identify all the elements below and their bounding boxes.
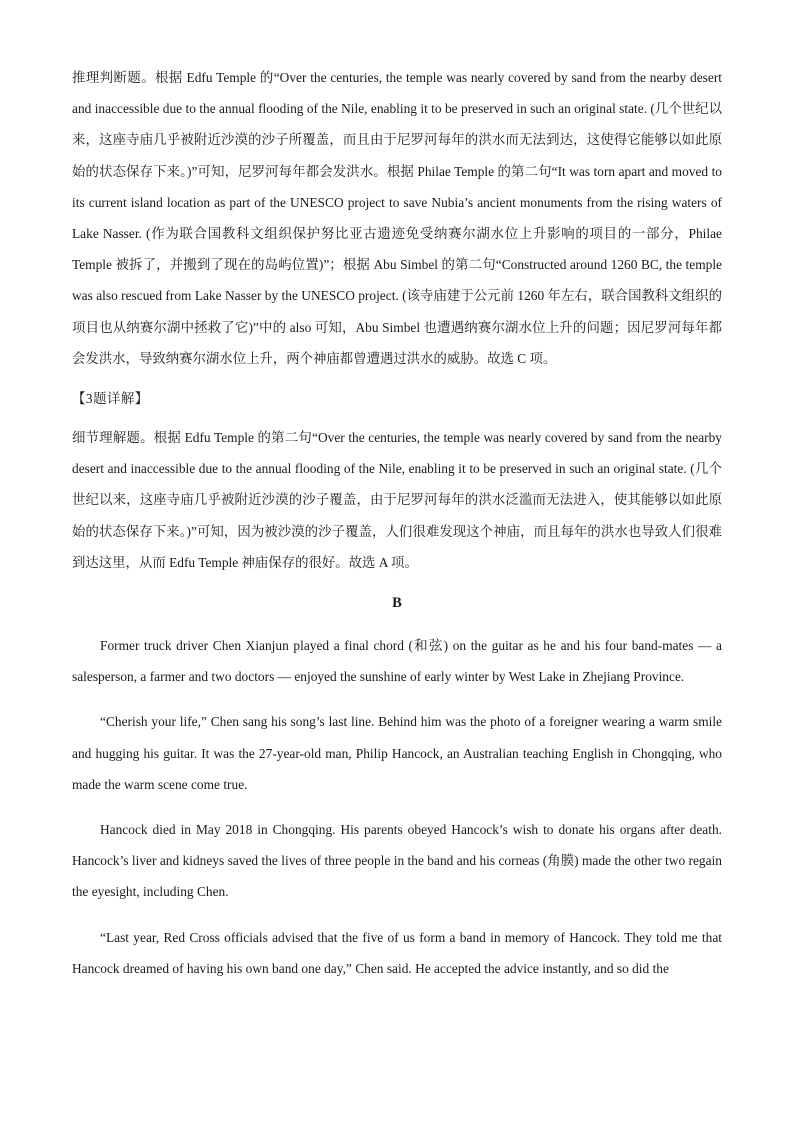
question-3-analysis: 细节理解题。根据 Edfu Temple 的第二句“Over the centuries, the temple was nearly covered by sand from the nearby desert and inaccessible due to the annual flooding of the Nile, enabling it to be preserved in such an original state. (几个世纪以来，这座寺庙几乎被附近沙漠的沙子覆盖，由于尼罗河每年的洪水泛滥而无法进入，使其能够以如此原始的状态保存下来。)”可知，因为被沙漠的沙子覆盖，人们很难发现这个神庙，而且每年的洪水也导致人们很难到达这里，从而 Edfu Temple 神庙保存的很好。故选 A 项。 [72,430,722,570]
document-page [72,62,722,998]
passage-paragraph-1: Former truck driver Chen Xianjun played a final chord (和弦) on the guitar as he and his four band-mates — a salesperson, a farmer and two doctors — enjoyed the sunshine of early winter by West Lake in Zhejiang Province. [72,638,722,685]
passage-paragraph-3: Hancock died in May 2018 in Chongqing. His parents obeyed Hancock’s wish to donate his organs after death. Hancock’s liver and kidneys saved the lives of three people in the band and his corneas (角膜) made the other two regain the eyesight, including Chen. [72,822,722,900]
passage-paragraph-4: “Last year, Red Cross officials advised that the five of us form a band in memory of Hancock. They told me that Hancock dreamed of having his own band one day,” Chen said. He accepted the advice instantly, and so did the [72,929,722,976]
passage-paragraph-2: “Cherish your life,” Chen sang his song’s last line. Behind him was the photo of a foreigner wearing a warm smile and hugging his guitar. It was the 27-year-old man, Philip Hancock, an Australian teaching English in Chongqing, who made the warm scene come true. [72,714,722,792]
question-3-label: 【3题详解】 [72,391,149,407]
question-2-analysis: 推理判断题。根据 Edfu Temple 的“Over the centuries, the temple was nearly covered by sand from the nearby desert and inaccessible due to the annual flooding of the Nile, enabling it to be preserved in such an original state. (几个世纪以来，这座寺庙几乎被附近沙漠的沙子所覆盖，而且由于尼罗河每年的洪水而无法到达，这使得它能够以如此原始的状态保存下来。)”可知，尼罗河每年都会发洪水。根据 Philae Temple 的第二句“It was torn apart and moved to its current island location as part of the UNESCO project to save Nubia’s ancient monuments from the rising waters of Lake Nasser. (作为联合国教科文组织保护努比亚古遗迹免受纳赛尔湖水位上升影响的项目的一部分，Philae Temple 被拆了，并搬到了现在的岛屿位置)”；根据 Abu Simbel 的第二句“Constructed around 1260 BC, the temple was also rescued from Lake Nasser by the UNESCO project. (该寺庙建于公元前 1260 年左右，联合国教科文组织的项目也从纳赛尔湖中拯救了它)”中的 also 可知，Abu Simbel 也遭遇纳赛尔湖水位上升的问题；因尼罗河每年都会发洪水，导致纳赛尔湖水位上升，两个神庙都曾遭遇过洪水的威胁。故选 C 项。 [72,70,722,366]
section-b-heading: B [392,595,402,612]
